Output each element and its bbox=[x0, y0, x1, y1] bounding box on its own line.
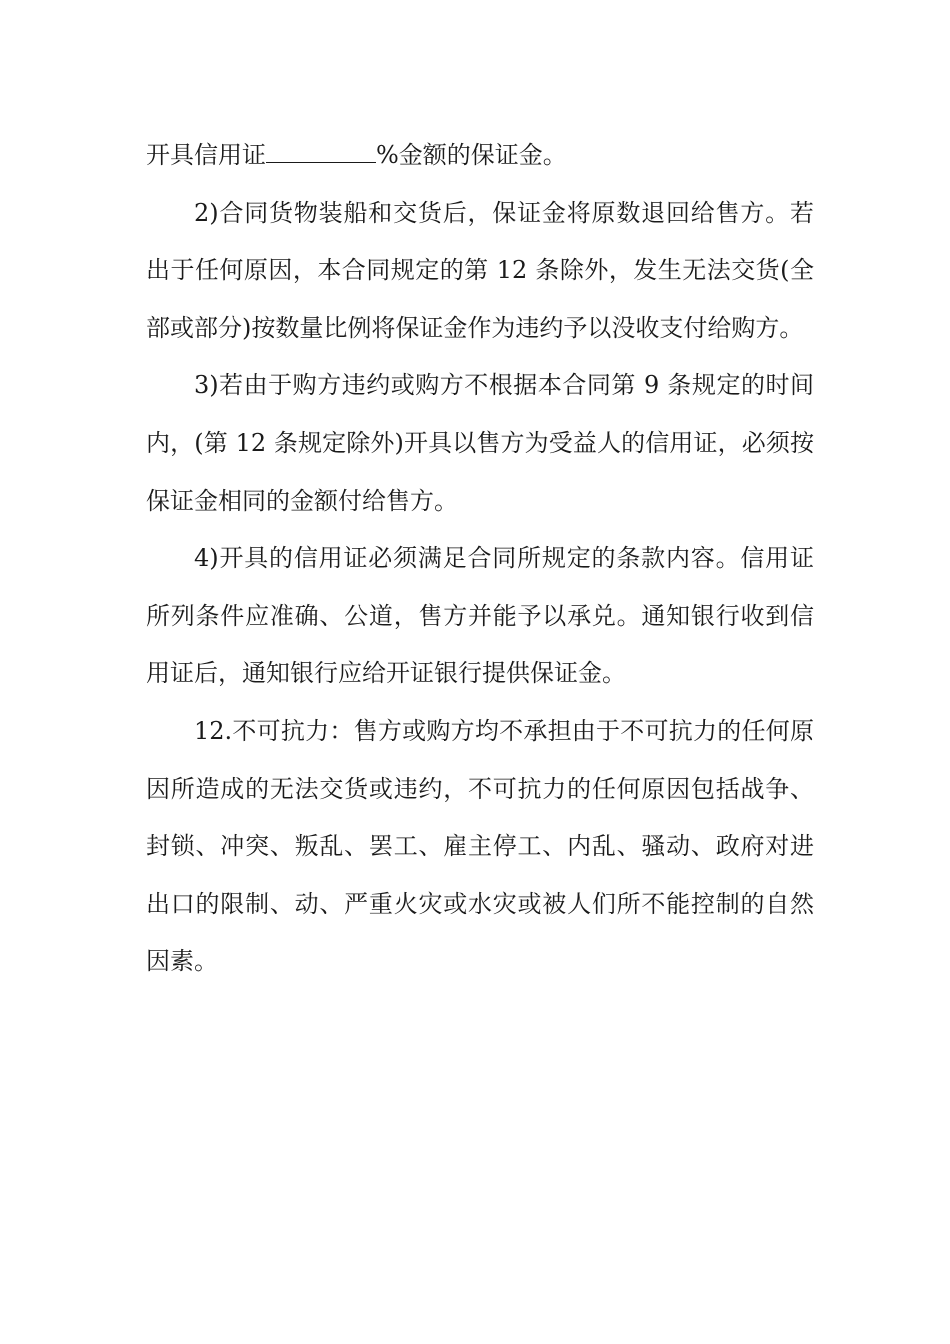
clause-4-line-2: 所列条件应准确、公道，售方并能予以承兑。通知银行收到信 bbox=[146, 601, 814, 630]
clause-2-line-1: 2)合同货物装船和交货后，保证金将原数退回给售方。若 bbox=[194, 198, 814, 227]
clause-3-line-2: 内，(第 12 条规定除外)开具以售方为受益人的信用证，必须按 bbox=[146, 428, 814, 457]
clause-4-line-3: 用证后，通知银行应给开证银行提供保证金。 bbox=[146, 659, 626, 688]
article-12-line-3: 封锁、冲突、叛乱、罢工、雇主停工、内乱、骚动、政府对进 bbox=[146, 832, 814, 861]
deposit-clause-line bbox=[146, 127, 814, 185]
article-12-line-5: 因素。 bbox=[146, 947, 218, 976]
clause-3-line-3: 保证金相同的金额付给售方。 bbox=[146, 486, 458, 515]
contract-text bbox=[146, 127, 814, 991]
deposit-text-before-blank: 开具信用证 bbox=[146, 141, 266, 169]
article-12-line-4: 出口的限制、动、严重火灾或水灾或被人们所不能控制的自然 bbox=[146, 889, 814, 918]
deposit-text-after-blank: %金额的保证金。 bbox=[376, 141, 567, 169]
clause-2-line-3: 部或部分)按数量比例将保证金作为违约予以没收支付给购方。 bbox=[146, 313, 804, 342]
article-12-line-1: 12.不可抗力：售方或购方均不承担由于不可抗力的任何原 bbox=[194, 716, 814, 745]
clause-2-line-2: 出于任何原因，本合同规定的第 12 条除外，发生无法交货(全 bbox=[146, 256, 814, 285]
percentage-blank-underline bbox=[266, 140, 376, 163]
article-12-line-2: 因所造成的无法交货或违约，不可抗力的任何原因包括战争、 bbox=[146, 774, 814, 803]
clause-4-line-1: 4)开具的信用证必须满足合同所规定的条款内容。信用证 bbox=[194, 544, 814, 573]
clause-3-line-1: 3)若由于购方违约或购方不根据本合同第 9 条规定的时间 bbox=[194, 371, 814, 400]
